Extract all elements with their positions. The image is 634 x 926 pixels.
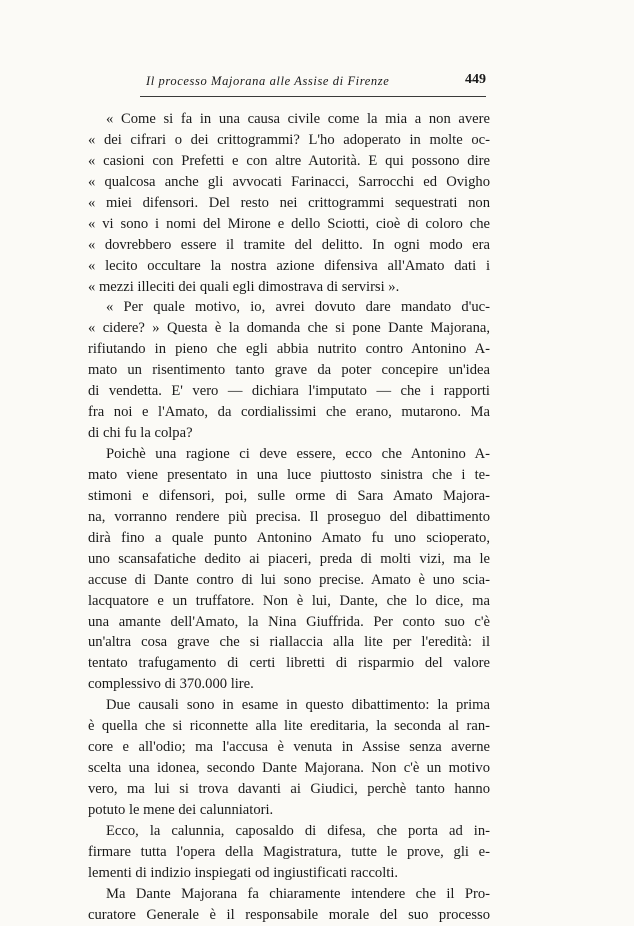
text-line: « dei cifrari o dei crittogrammi? L'ho adoperato in molte oc- <box>88 131 490 148</box>
text-line: uno scansafatiche dedito ai piaceri, preda di molti vizi, ma le <box>88 550 490 567</box>
running-head: Il processo Majorana alle Assise di Firenze <box>146 74 390 88</box>
text-line: dirà fino a quale punto Antonino Amato fu uno scioperato, <box>88 529 490 546</box>
text-line: rifiutando in pieno che egli abbia nutrito contro Antonino A- <box>88 341 490 358</box>
text-line: « qualcosa anche gli avvocati Farinacci, Sarrocchi ed Ovigho <box>88 173 490 190</box>
text-line: firmare tutta l'opera della Magistratura, tutte le prove, gli e- <box>88 843 490 860</box>
text-line: Ma Dante Majorana fa chiaramente intendere che il Pro- <box>106 885 490 902</box>
text-line: di chi fu la colpa? <box>88 425 193 442</box>
text-line: vero, ma lui si trova davanti ai Giudici, perchè tanto hanno <box>88 781 490 797</box>
text-line: na, vorranno rendere più precisa. Il proseguo del dibattimento <box>88 508 490 525</box>
text-line: « mezzi illeciti dei quali egli dimostrava di servirsi ». <box>88 278 400 295</box>
text-line: è quella che si riconnette alla lite ereditaria, la seconda al ran- <box>88 718 490 735</box>
text-line: stimoni e difensori, poi, sulle orme di Sara Amato Majora- <box>88 487 490 504</box>
text-line: di vendetta. E' vero — dichiara l'imputato — che i rapporti <box>88 383 490 400</box>
text-line: una amante dell'Amato, la Nina Giuffrida. Per conto suo c'è <box>88 613 490 630</box>
text-line: mato viene presentato in una luce piuttosto sinistra che i te- <box>88 466 490 483</box>
text-line: tentato trafugamento di certi libretti di risparmio del valore <box>88 655 490 672</box>
text-line: lementi di indizio inspiegati od ingiustificati raccolti. <box>88 864 399 881</box>
text-line: scelta una idonea, secondo Dante Majorana. Non c'è un motivo <box>88 760 490 777</box>
text-line: core e all'odio; ma l'accusa è venuta in Assise senza averne <box>88 739 490 756</box>
page-header <box>140 74 486 92</box>
text-line: potuto le mene dei calunniatori. <box>88 801 274 818</box>
page-number: 449 <box>465 72 486 87</box>
text-line: « cidere? » Questa è la domanda che si pone Dante Majorana, <box>88 320 490 337</box>
text-line: complessivo di 370.000 lire. <box>88 676 254 693</box>
text-line: lacquatore e un truffatore. Non è lui, Dante, che lo dice, ma <box>88 592 490 609</box>
text-line: « dovrebbero essere il tramite del delitto. In ogni modo era <box>88 236 490 253</box>
text-line: Poichè una ragione ci deve essere, ecco che Antonino A- <box>106 446 490 462</box>
text-line: « Come si fa in una causa civile come la mia a non avere <box>106 111 490 127</box>
text-line: « Per quale motivo, io, avrei dovuto dare mandato d'uc- <box>106 299 490 316</box>
text-line: « casioni con Prefetti e con altre Autorità. E qui possono dire <box>88 152 490 169</box>
text-line: « miei difensori. Del resto nei crittogrammi sequestrati non <box>88 194 490 211</box>
text-line: mato un risentimento tanto grave da poter concepire un'idea <box>88 362 490 379</box>
text-line: « lecito occultare la nostra azione difensiva all'Amato dati i <box>88 257 490 274</box>
text-line: fra noi e l'Amato, da cordialissimi che erano, mutarono. Ma <box>88 404 490 421</box>
text-line: Due causali sono in esame in questo dibattimento: la prima <box>106 697 490 714</box>
text-line: accuse di Dante contro di lui sono precise. Amato è uno scia- <box>88 571 490 588</box>
body-text <box>88 109 490 926</box>
text-line: curatore Generale è il responsabile morale del suo processo <box>88 906 490 923</box>
text-line: Ecco, la calunnia, caposaldo di difesa, che porta ad in- <box>106 822 490 839</box>
text-line: un'altra cosa grave che si riallaccia alla lite per l'eredità: il <box>88 634 490 651</box>
header-divider <box>140 96 486 97</box>
text-line: « vi sono i nomi del Mirone e dello Sciotti, cioè di coloro che <box>88 215 490 232</box>
